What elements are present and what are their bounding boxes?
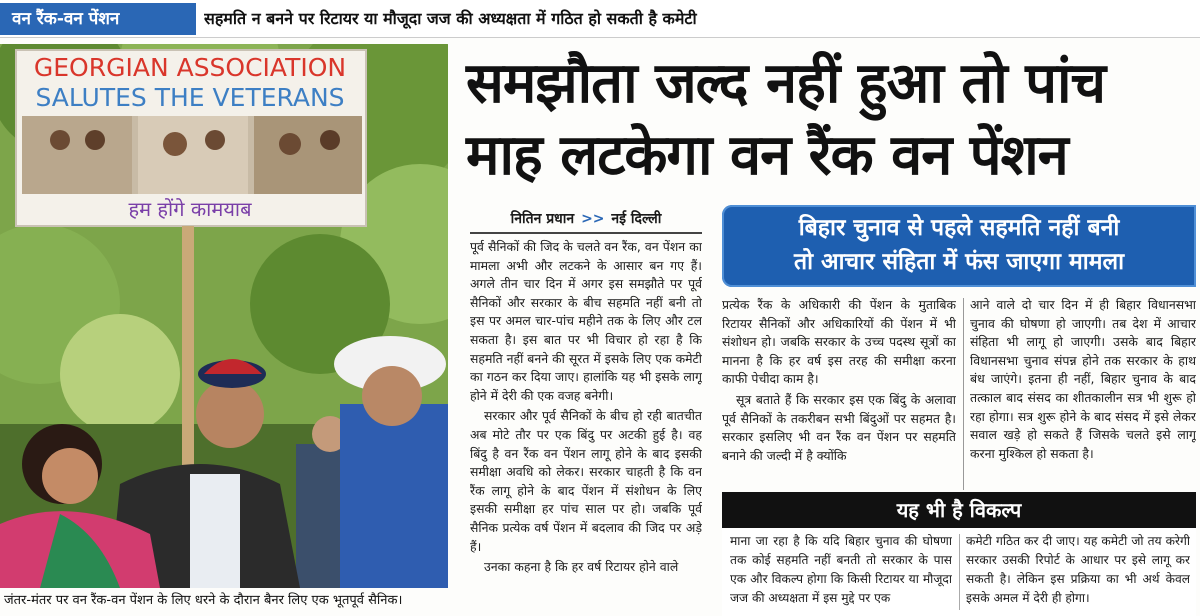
article-column-1: [470, 238, 702, 612]
subheadline-box: [722, 205, 1196, 287]
headline: [466, 48, 1194, 198]
article-paragraph: सूत्र बताते हैं कि सरकार इस एक बिंदु के अलावा पूर्व सैनिकों के तकरीबन सभी बिंदुओं पर सहमत है। सरकार इसलिए भी वन रैंक वन पेंशन पर सहमति बनाने की जल्दी में है क्योंकि: [722, 391, 956, 463]
alternative-box: [722, 492, 1196, 616]
news-photo: [0, 44, 448, 588]
article-paragraph: प्रत्येक रैंक के अधिकारी की पेंशन के मुताबिक रिटायर सैनिकों और अधिकारियों की पेंशन में भी संशोधन हो। जबकि सरकार के उच्च पदस्थ सूत्रों का मानना है कि हर वर्ष इस तरह की समीक्षा करना काफी पेचीदा काम है।: [722, 297, 956, 387]
byline-place: नई दिल्ली: [611, 211, 662, 227]
subheadline-line1: बिहार चुनाव से पहले सहमति नहीं बनी: [798, 215, 1120, 241]
alternative-text-right: कमेटी गठित कर दी जाए। यह कमेटी जो तय करेगी सरकार उसकी रिपोर्ट के आधार पर इसे लागू कर सकती है। लेकिन इस प्रक्रिया का भी अर्थ केवल इसके अमल में देरी ही होगा।: [966, 534, 1190, 605]
photo-caption: जंतर-मंतर पर वन रैंक-वन पेंशन के लिए धरने के दौरान बैनर लिए एक भूतपूर्व सैनिक।: [4, 593, 403, 608]
byline-author: नितिन प्रधान: [510, 211, 575, 227]
byline-separator: >>: [581, 211, 605, 227]
top-strip: [0, 0, 1200, 38]
banner-line2: SALUTES THE VETERANS: [35, 83, 345, 112]
column-divider: [963, 298, 964, 490]
article-paragraph: पूर्व सैनिकों की जिद के चलते वन रैंक, वन पेंशन का मामला अभी और लटकने के आसार बन गए हैं। अगले तीन चार दिन में अगर इस समझौते पर पूर्व सैनिकों और सरकार के बीच सहमति नहीं बनी तो इस पर अमल चार-पांच महीने तक के लिए और टल सकता है। इस बात पर भी विचार हो रहा है कि सहमति नहीं बनने की सूरत में इसके लिए एक कमेटी का गठन कर दिया जाए। हालांकि यह भी इसके लागू होने में देरी की एक वजह बनेगी।: [470, 239, 702, 403]
strapline: सहमति न बनने पर रिटायर या मौजूदा जज की अध्यक्षता में गठित हो सकती है कमेटी: [204, 9, 697, 28]
subheadline-line2: तो आचार संहिता में फंस जाएगा मामला: [793, 249, 1125, 275]
alternative-title: यह भी है विकल्प: [722, 492, 1196, 528]
article-column-3: [970, 296, 1196, 492]
byline: [470, 208, 702, 234]
article-paragraph: सरकार और पूर्व सैनिकों के बीच हो रही बातचीत अब मोटे तौर पर एक बिंदु पर अटकी हुई है। वह बिंदु है वन रैंक वन पेंशन लागू होने के बाद इसकी समीक्षा अवधि को लेकर। सरकार चाहती है कि वन रैंक लागू होने के बाद पेंशन में संशोधन के लिए इसकी समीक्षा हर पांच साल पर हो। जबकि पूर्व सैनिक प्रत्येक वर्ष पेंशन में बदलाव की जिद पर अड़े हैं।: [470, 408, 702, 554]
alternative-text-left: माना जा रहा है कि यदि बिहार चुनाव की घोषणा तक कोई सहमति नहीं बनती तो सरकार के पास एक और विकल्प होगा कि किसी रिटायर या मौजूदा जज की अध्यक्षता में इस मुद्दे पर एक: [730, 534, 952, 605]
kicker-tag: वन रैंक-वन पेंशन: [0, 3, 196, 35]
alternative-divider: [959, 534, 960, 610]
article-paragraph: आने वाले दो चार दिन में ही बिहार विधानसभा चुनाव की घोषणा हो जाएगी। तब देश में आचार संहिता भी लागू हो जाएगी। उसके बाद बिहार विधानसभा चुनाव संपन्न होने तक सरकार के हाथ बंध जाएंगे। इतना ही नहीं, बिहार चुनाव के बाद तत्काल बाद संसद का शीतकालीन सत्र भी शुरू हो रहा होगा। सत्र शुरू होने के बाद संसद में इसे लेकर सवाल खड़े हो सकते हैं जिसके चलते इसे लागू करना मुश्किल हो सकता है।: [970, 297, 1196, 461]
banner-hindi: हम होंगे कामयाब: [128, 197, 252, 221]
headline-line1: समझौता जल्द नहीं हुआ तो पांच: [466, 51, 1106, 116]
article-paragraph: उनका कहना है कि हर वर्ष रिटायर होने वाले: [484, 559, 679, 575]
headline-line2: माह लटकेगा वन रैंक वन पेंशन: [466, 123, 1068, 188]
article-column-2: [722, 296, 956, 492]
banner-line1: GEORGIAN ASSOCIATION: [33, 53, 347, 82]
photo-illustration: [0, 44, 448, 588]
